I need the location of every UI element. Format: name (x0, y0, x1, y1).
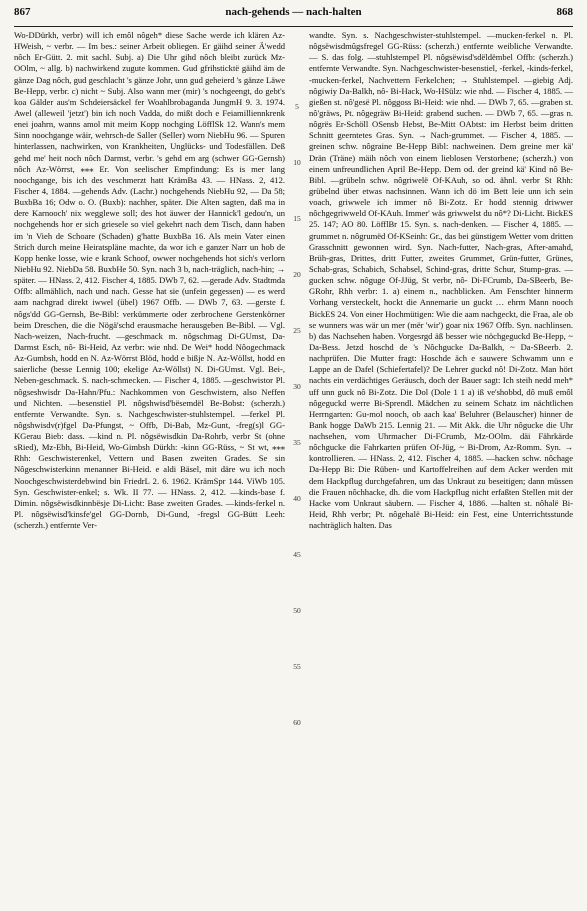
page-number-left: 867 (14, 6, 31, 18)
line-numbers (287, 30, 307, 900)
line-number-55: 55 (293, 662, 301, 671)
line-number-60: 60 (293, 718, 301, 727)
header-rule (14, 26, 573, 27)
running-head: nach-gehends — nach-halten (225, 6, 362, 18)
right-column-text: wandte. Syn. s. Nachgeschwister-stuhlstempel. —mucken-ferkel n. Pl. nôgsëwisdmûgsfregel GG-Rüss: (scherzh.) entfernte weibliche Verwandte. — S. das folg. —stuhlstempel Pl. nôgsëwisd'sdëldëmbel Offb: (scherzh.) entfernte Verwandte. Syn. Nachgeschwister-besenstiel, -ferkel, -kinds-ferkel, -mucken-ferkel, Nachvettern Ferkelchen; → Stuhlstempel. —giebig Adj. nôgiwiy Da-Balkh, nô- Bi-Hack, Wo-HSülz: wie nhd. — Fischer 4, 1885. —gießen st. nô'gesë Pl. nôggoss Bi-Heid: wie nhd. — DWb 7, 65. —graben st. nô'gräws, Pt. nôgegräw Bi-Heid: grabend suchen. — DWb 7, 65. —gras n. nôgrës Er-Schöll OSensb Hebst, Be-Mitt OAbtst: im Herbst beim dritten Schnitt geerntetes Gras. Syn. → Nach-grummet. — Fischer 4, 1885. —greinen schw. nôgraine Be-Hepp Bibl: nachweinen. Dem greine mer kä' Drän (Träne) mäih nôch von einem lieblosen Verstorbene; (scherzh.) von einem unfreundlichen April Be-Hepp. Dem od. der greind kä' Kind nô Be-Bibl. —grübeln schw. nôgriwelë Of-KAuh, so od. ähnl. verbr St Rhh: grübelnd über etwas nachsinnen. Wann ich dö im Bett leie unn ich sein voach, griwwele ich immer nô Bi-Zotz. Er hodd stennig driwwer nôchgegriwweld Of-KAuh. Immer' wäs griwwelst du nô*? Di-Licht. BickES 25. 147; AO 80. LöfflBr 15. Syn. s. nach-denken. — Fischer 4, 1885. —grummet n. nôgrumëd Of-KSeinh: Gr., das bei günstigem Wetter vom dritten Grasschnitt gewonnen wird. Syn. Nach-futter, Nach-gras, After-amahd, Brüh-gras, Drittes, dritt Futter, zweites Grummet, Grün-futter, Grünes, Schab-gras, Schabich, Schabsel, Schind-gras, dritte Schur, Stump-gras. —gucken schw. nôguge Of-JJüg, St verbr, nô- Di-FCrumb, Da-SBeerb, Be-GRohr, Rhh verbr: 1. a) einem n., nachblicken. Am Fenschter hinnerm Vorhang versteckelt, hockt die Annemarie un guckt … ehrm Mann nooch BickES 24. Von einer Hochmütigen: Wie die aam nachgeckt, die Fraa, ale ob se wunners was wär un mer (mër 'wir') goar nix 1967 Offb. Syn. nachlinsen. b) das Nachsehen haben. Vorgesrgd äß besser wie nöchgeguckd Be-Hepp, ~ Da-Bess. Jetzd hoschd de 's Nôchgucke Da-Balkh, ~ Da-SBeerb. 2. nachprüfen. Die Mutter fragt: Hoschde äch e sauwere Schwamm unn e Lappe an de Dafel (Schiefertafel)? De Lehrer guckd nô! Di-Zotz. Man hört nachts ein verdächtiges Geräusch, doch der Bauer sagt: Ich steih nedd meh* uff unn guck nô Bi-Zotz. Die Dol (Dole 1 1 a) iß ve'shobbd, dô muß emôl nôgeguckd werre Bi-Sprendl. Mädchen zu seinem Schatz im nächtlichen Herrngarten: Gu-mol nooch, ob aach kaa' Beluhrer (Belauscher) hinner de Bank hogge DaWb 215. Lennig 21. — Mit Akk. die Uhr nôgucke die Uhr nachsehen, vom Uhrmacher Di-FCrumb, Mz-OOlm. däi Fährkärde nôchgucke die Fahrkarten prüfen Of-Jüg, ~ Bi-Drom, Az-Romm. Syn. → kontrollieren. — HNass. 2, 412. Fischer 4, 1885. —hacken schw. nôchage Da-Hepp Bi: Die Rüben- und Kartoffelreihen auf dem Acker werden mit dem Hackpflug durchgefahren, um das Unkraut zu beseitigen; dann müssen die Frauen nôchhacke, dh. die vom Hackpflug nicht erfaßten Stellen mit der Hacke vom Unkraut säubern. — Fischer 4, 1886. —halten st. nôhalë Bi-Heid, Rhh verbr; Pt. nôgehalë Bi-Heid: ein Fest, eine Unterrichtsstunde nachträglich halten. Das (309, 30, 573, 531)
page-number-right: 868 (556, 6, 573, 18)
left-column (14, 30, 285, 905)
line-number-15: 15 (293, 214, 301, 223)
page-header (14, 6, 573, 22)
line-number-5: 5 (295, 102, 299, 111)
line-number-20: 20 (293, 270, 301, 279)
left-column-text: Wo-DDürkh, verbr) will ich emôl nôgeh* diese Sache werde ich klären Az-HWeish, ~ verbr. — Im bes.: seiner Arbeit obliegen. Er gäihd seiner Ä'wedd nôch Er-Gütt. 2. mit sachl. Subj. a) Die Uhr gihd nôch bleibt zurück Mz-OOlm, ~ allg. b) nachwirkend zugute kommen. Gud gfrihsticktë gäihd äm de gänze Dag nôch, gud geschlacht 's gänze Johr, unn gud geheierd 's gänze Läwe Be-Hepp, verbr. c) nicht ~ Subj. Also wann mer (mir) 's nochgeengt, do gebt's koa Gälder aus'm Schdeiersäckel fer Woahlbrobaganda JungmH 9. 3. 1974. Awel (alleweil 'jetzt') bin ich noch Vadda, do mißt doch e Feiamilliennkrenk enei joahrn, wanns amol mit meim Kopp nochging LöfflSk 12. Wann's mem Sinn noochgange wäir, wehrsch-de Saller (Seller) worn NiebHu 96. — Spuren hinterlassen, nachwirken, von Krankheiten, Unglücks- und Todesfällen. Deß gehd me' heit noch nôch Darmst, verbr. 's gehd em arg (schwer GG-Gernsh) nôch Az-Wörrst, ⁎⁎⁎ Er. Von seelischer Empfindung: Es is mer lang noochgange, bis ich des veschmerzt hatt KrämBa 43. — HNass. 2, 412. Fischer 4, 1884. —gehends Adv. (Lachr.) nochgehends NiebHu 92, — Da 58; BuxbBa 16; Odw o. O. (Buxb): nachher, später. Die Alten sagten, daß ma in dere Karnooch' nix wegglewe soll; des hot äuwer der Hannick'l gedou'n, un nochgehends hor er sich griesele so viel gekehrt nach dem Tisch, dann haben im 'n Vieh de Schoare (Schaden) g'hatte BuxbBa 16. Als mein Vater einen Strich durch meine Heiratspläne machte, da wor ich e ganzer Narr un hob de Kopp henke losse, wie e krank Schoof, owwer nochgehends hot sich's verlorn NiebHu 92. NiebDa 58. BuxbHe 50. Syn. nach 3 b, nach-träglich, nach-hin; → später. — HNass. 2, 412. Fischer 4, 1885. DWb 7, 62. —gerade Adv. Stadtmda Offb: allmählich, nach und nach. Gesse hat sie (unfein gegessen) — es werd aam nachgrad direkt iwwel (übel) 1967 Offb. — DWb 7, 63. —gerste f. nôgs'dd GG-Gernsh, Be-Bibl: verkümmerte oder zerbrochene Gerstenkörner beim Dreschen, die die Nögä'schd erausmache herausgeben Be-Bibl. — Vgl. Nach-weizen, Nach-frucht. —geschmack m. nôgschmag Di-GUmst, Da-Darmst Esch, nô- Bi-Heid, Az verbr: wie nhd. De Wei* hodd Nôogechmack Az-Gumbsh, hodd en N. Az-Wörrst Blöd, hodd e bißje N. Az-Wöllst, hodd en saierliche (besse Lennig 100; ekelige Az-Wöllst) N. Di-GUmst. Vgl. Bei-, Neben-geschmack. S. nach-schmecken. — Fischer 4, 1885. —geschwistor Pl. nôgseshwisdr Da-Hahn/Pfu.: Nachkommen von Geschwistern, also Neffen und Nichten. —besenstiel Pl. nôgshwisd'bësemdël Be-Bobst: (scherzh.) entfernte Verwandte. Syn. s. Nachgeschwister-stuhlstempel. —ferkel Pl. nôgshwisdv(r)fgel Da-Pfungst, ~ Offb, Di-Bab, Mz-Gunt, -freg(s)l GG-KGerau Bieb: dass. —kind n. Pl. nôgsëwisdkin Da-Rohrb, verbr St (ohne sRied), Mz-Ebh, Bi-Heid, Wo-Gimbsh Dürkh: -kinn GG-Rüss, ~ St wt, ⁎⁎⁎ Rhh: Geschwisterenkel, Vettern und Basen zweiten Grades. Se sin Nôgeschwisterkinn menanner Bi-Heid. e aldi Bäsel, mit däre wu ich noch Noochgeschwisterdebwind bin FriedrL 2. 6. 1962. KrämSpr 144. ViWb 105. Syn. Geschwister-enkel; s. Wk. II 77. — HNass. 2, 412. —kinds-base f. Dimin. nôgsëwisdkinnbësje Di-Licht: Base zweiten Grades. —kinds-ferkel n. Pl. nôgsëwisd'kinsfe'gel GG-Dornb, Di-Gund, -fregsl GG-Bütt Leeh: (scherzh.) entfernte Ver- (14, 30, 285, 531)
line-number-45: 45 (293, 550, 301, 559)
right-column (309, 30, 573, 905)
line-number-10: 10 (293, 158, 301, 167)
line-number-35: 35 (293, 438, 301, 447)
line-number-40: 40 (293, 494, 301, 503)
line-number-30: 30 (293, 382, 301, 391)
line-number-50: 50 (293, 606, 301, 615)
line-number-25: 25 (293, 326, 301, 335)
